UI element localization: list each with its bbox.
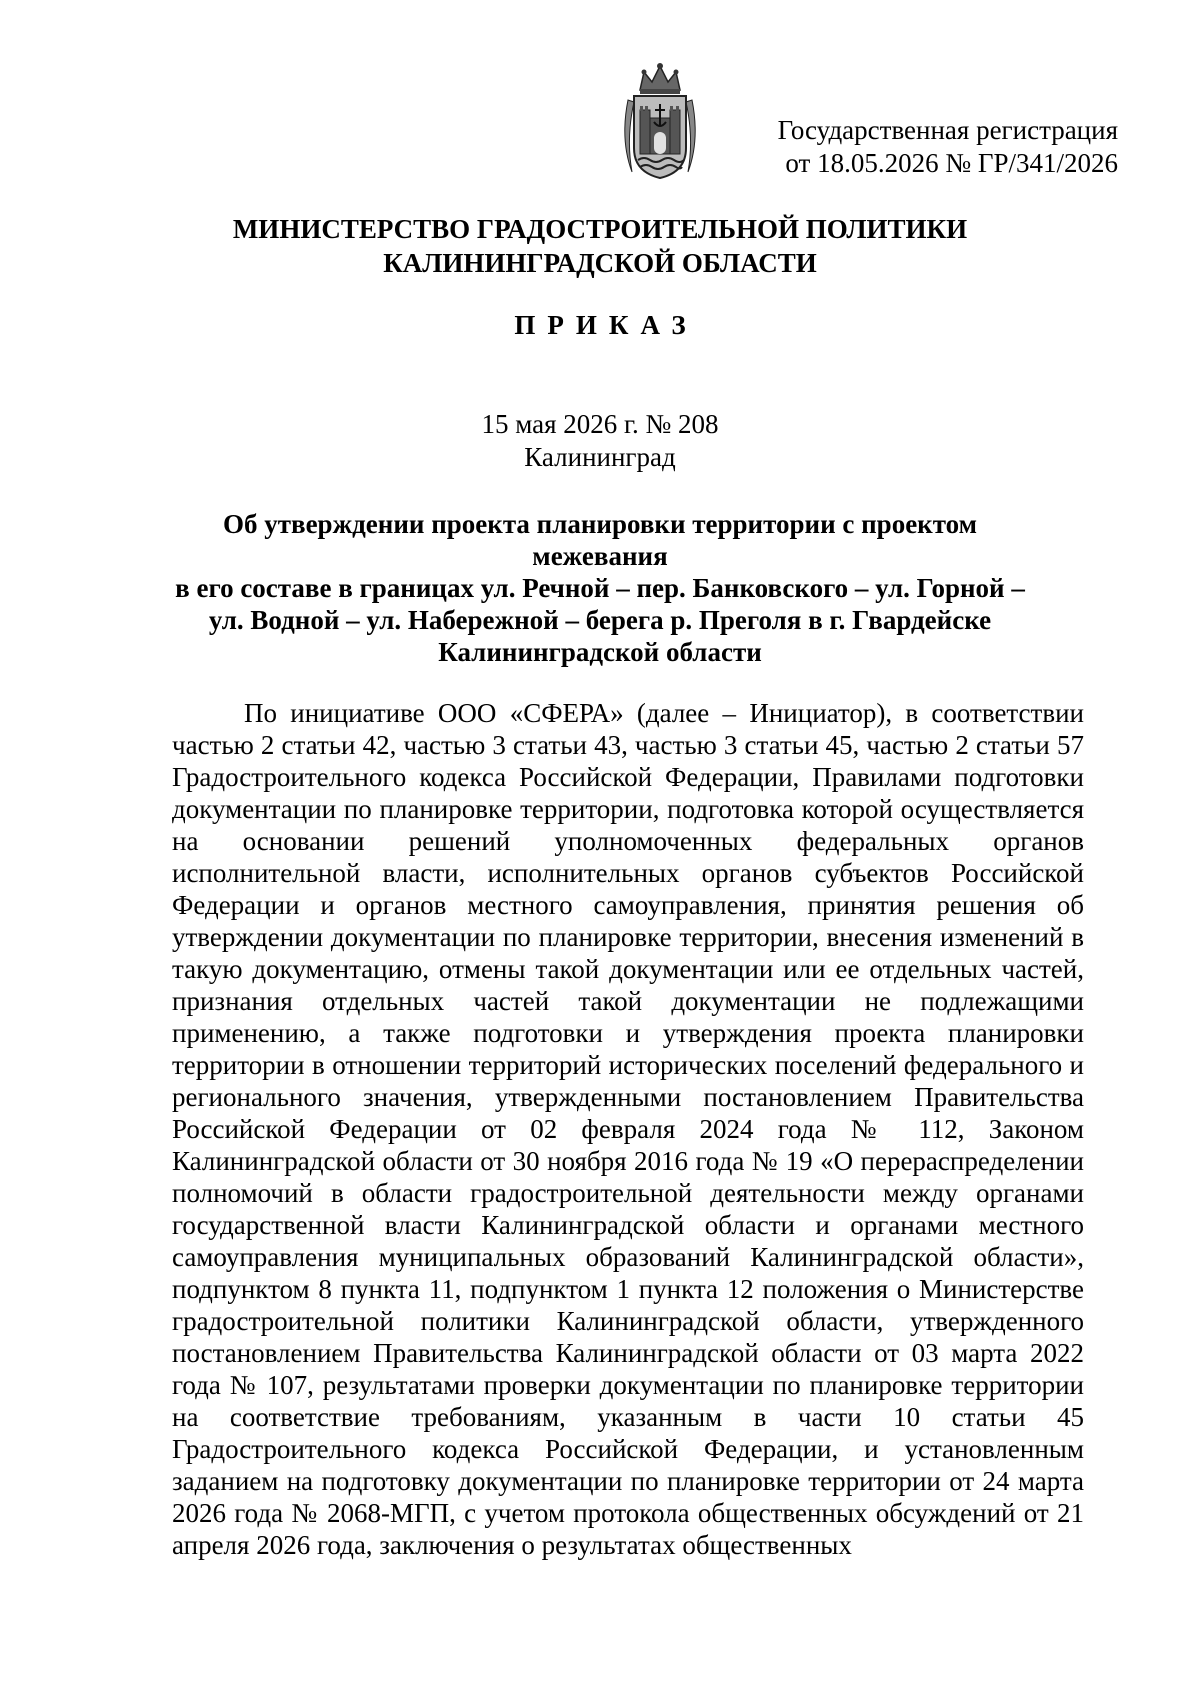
order-subject-line2: в его составе в границах ул. Речной – пер. Банковского – ул. Горной – (175, 573, 1025, 603)
order-date-place (0, 408, 1200, 474)
order-subject (160, 508, 1040, 668)
ministry-name (0, 212, 1200, 280)
order-body-paragraph: По инициативе ООО «СФЕРА» (далее – Инициатор), в соответствии частью 2 статьи 42, частью 3 статьи 43, частью 3 статьи 45, частью 2 статьи 57 Градостроительного кодекса Российской Федерации, Правилами подготовки документации по планировке территории, подготовка которой осуществляется на основании решений уполномоченных федеральных органов исполнительной власти, исполнительных органов субъектов Российской Федерации и органов местного самоуправления, принятия решения об утверждении документации по планировке территории, внесения изменений в такую документацию, отмены такой документации или ее отдельных частей, признания отдельных частей такой документации не подлежащими применению, а также подготовки и утверждения проекта планировки территории в отношении территорий исторических поселений федерального и регионального значения, утвержденными постановлением Правительства Российской Федерации от 02 февраля 2024 года № 112, Законом Калининградской области от 30 ноября 2016 года № 19 «О перераспределении полномочий в области градостроительной деятельности между органами государственной власти Калининградской области и органами местного самоуправления муниципальных образований Калининградской области», подпунктом 8 пункта 11, подпунктом 1 пункта 12 положения о Министерстве градостроительной политики Калининградской области, утвержденного постановлением Правительства Калининградской области от 03 марта 2022 года № 107, результатами проверки документации по планировке территории на соответствие требованиям, указанным в части 10 статьи 45 Градостроительного кодекса Российской Федерации, и установленным заданием на подготовку документации по планировке территории от 24 марта 2026 года № 2068-МГП, с учетом протокола общественных обсуждений от 21 апреля 2026 года, заключения о результатах общественных (172, 698, 1084, 1560)
registration-number: от 18.05.2026 № ГР/341/2026 (785, 148, 1118, 178)
order-subject-line4: Калининградской области (438, 637, 762, 667)
order-heading: ПРИКАЗ (514, 310, 698, 340)
order-city: Калининград (524, 442, 676, 472)
ministry-name-line2: КАЛИНИНГРАДСКОЙ ОБЛАСТИ (383, 248, 817, 278)
state-registration-block (778, 114, 1118, 180)
ministry-name-line1: МИНИСТЕРСТВО ГРАДОСТРОИТЕЛЬНОЙ ПОЛИТИКИ (232, 214, 968, 244)
order-date-number: 15 мая 2026 г. № 208 (481, 409, 719, 439)
registration-title: Государственная регистрация (777, 115, 1118, 145)
order-subject-line1: Об утверждении проекта планировки территории с проектом межевания (222, 509, 978, 571)
coat-of-arms-icon (618, 60, 702, 182)
order-subject-line3: ул. Водной – ул. Набережной – берега р. Преголя в г. Гвардейске (208, 605, 992, 635)
